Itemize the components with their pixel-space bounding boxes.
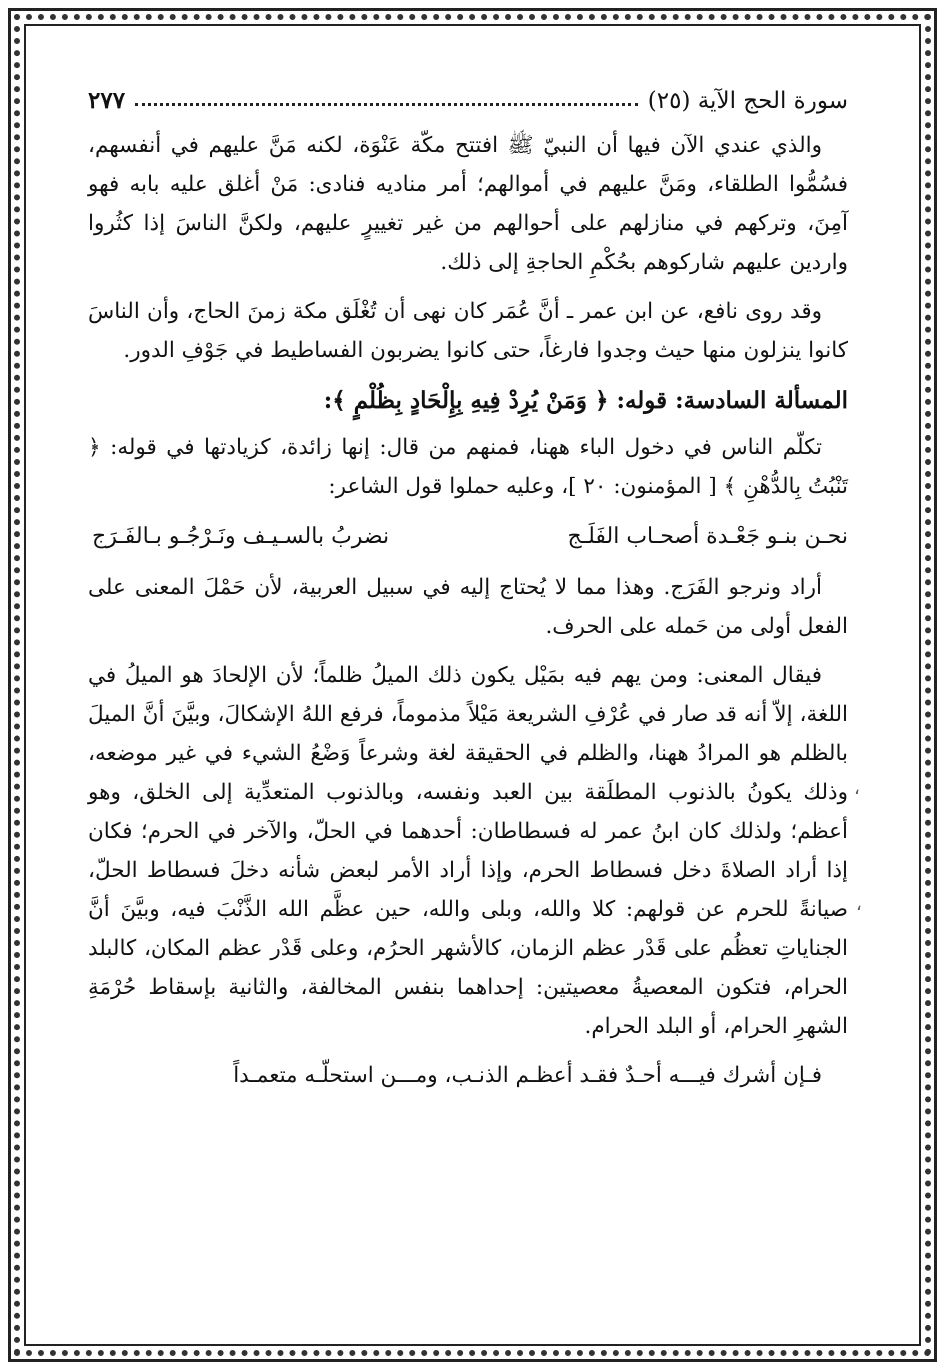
paragraph-4: أراد ونرجو الفَرَج. وهذا مما لا يُحتاج إليه في سبيل العربية، لأن حَمْلَ المعنى على الفعل أولى من حَمله على الحرف. [88, 575, 848, 639]
running-title: سورة الحج الآية (٢٥) [647, 88, 848, 114]
book-page [88, 74, 848, 1314]
verse-second-hemistich: نضربُ بالسـيـف ونَـرْجُـو بـالفَـرَج [92, 524, 390, 549]
margin-mark: ، [854, 778, 860, 799]
section-heading: المسألة السادسة: قوله: ﴿ وَمَنْ يُرِدْ فِيهِ بِإِلْحَادٍ بِظُلْمٍ ﴾: [323, 387, 848, 414]
running-header [88, 74, 848, 114]
paragraph-2: وقد روى نافع، عن ابن عمر ـ أنَّ عُمَر كان نهى أن تُغْلَق مكة زمنَ الحاج، وأن الناسَ كانوا ينزلون منها حيث وجدوا فارغاً، حتى كانوا يضربون الفساطيط في جَوْفِ الدور. [88, 299, 848, 363]
verse-first-hemistich: نحـن بنـو جَعْـدة أصحـاب الفَلَـج [567, 524, 848, 549]
page-number: ٢٧٧ [88, 87, 126, 114]
paragraph-5: فيقال المعنى: ومن يهم فيه بمَيْل يكون ذلك الميلُ ظلماً؛ لأن الإلحادَ هو الميلُ في اللغة، إلاّ أنه قد صار في عُرْفِ الشريعة مَيْلاً مذموماً، فرفع اللهُ الإشكالَ، وبيَّنَ أنَّ الميلَ بالظلم هو المرادُ ههنا، والظلم في الحقيقة لغة وشرعاً وَضْعُ الشيء في غير موضعه، وذلك يكونُ بالذنوب المطلَقة بين العبد ونفسه، وبالذنوب المتعدِّية إلى الخلق، وهو أعظم؛ ولذلك كان ابنُ عمر له فسطاطان: أحدهما في الحلّ، والآخر في الحرم؛ فكان إذا أراد الصلاةَ دخل فسطاط الحرم، وإذا أراد الأمر لبعض شأنه دخلَ فسطاط الحلّ، صيانةً للحرم عن قولهم: كلا والله، وبلى والله، حين عظَّم الله الذَّنْبَ فيه، وبيَّنَ أنَّ الجناياتِ تعظُم على قَدْر عظم الزمان، كالأشهر الحرُم، وعلى قَدْر عظم المكان، كالبلد الحرام، فتكون المعصيةُ معصيتين: إحداهما بنفس المخالفة، والثانية بإسقاط حُرْمَةِ الشهرِ الحرام، أو البلد الحرام. [88, 663, 848, 1039]
paragraph-6: فـإن أشرك فيـــه أحـدٌ فقـد أعظـم الذنـب، ومـــن استحلّـه متعمـداً [233, 1063, 822, 1088]
paragraph-1: والذي عندي الآن فيها أن النبيّ ﷺ افتتح مكّة عَنْوَة، لكنه مَنَّ عليهم في أنفسهم، فسُمُّوا الطلقاء، ومَنَّ عليهم في أموالهم؛ أمر مناديه فنادى: مَنْ أغلق عليه بابه فهو آمِنَ، وتركهم في منازلهم على أحوالهم من غير تغييرٍ عليهم، ولكنَّ الناسَ إذا كثُروا واردين عليهم شاركوهم بحُكْمِ الحاجةِ إلى ذلك. [88, 133, 848, 275]
dotted-leader [135, 103, 638, 106]
margin-mark: ، [856, 894, 862, 915]
paragraph-3: تكلّم الناس في دخول الباء ههنا، فمنهم من قال: إنها زائدة، كزيادتها في قوله: ﴿ تَنْبُتُ بِالدُّهْنِ ﴾ [ المؤمنون: ٢٠ ]، وعليه حملوا قول الشاعر: [88, 435, 848, 499]
poetry-verse [88, 516, 848, 558]
